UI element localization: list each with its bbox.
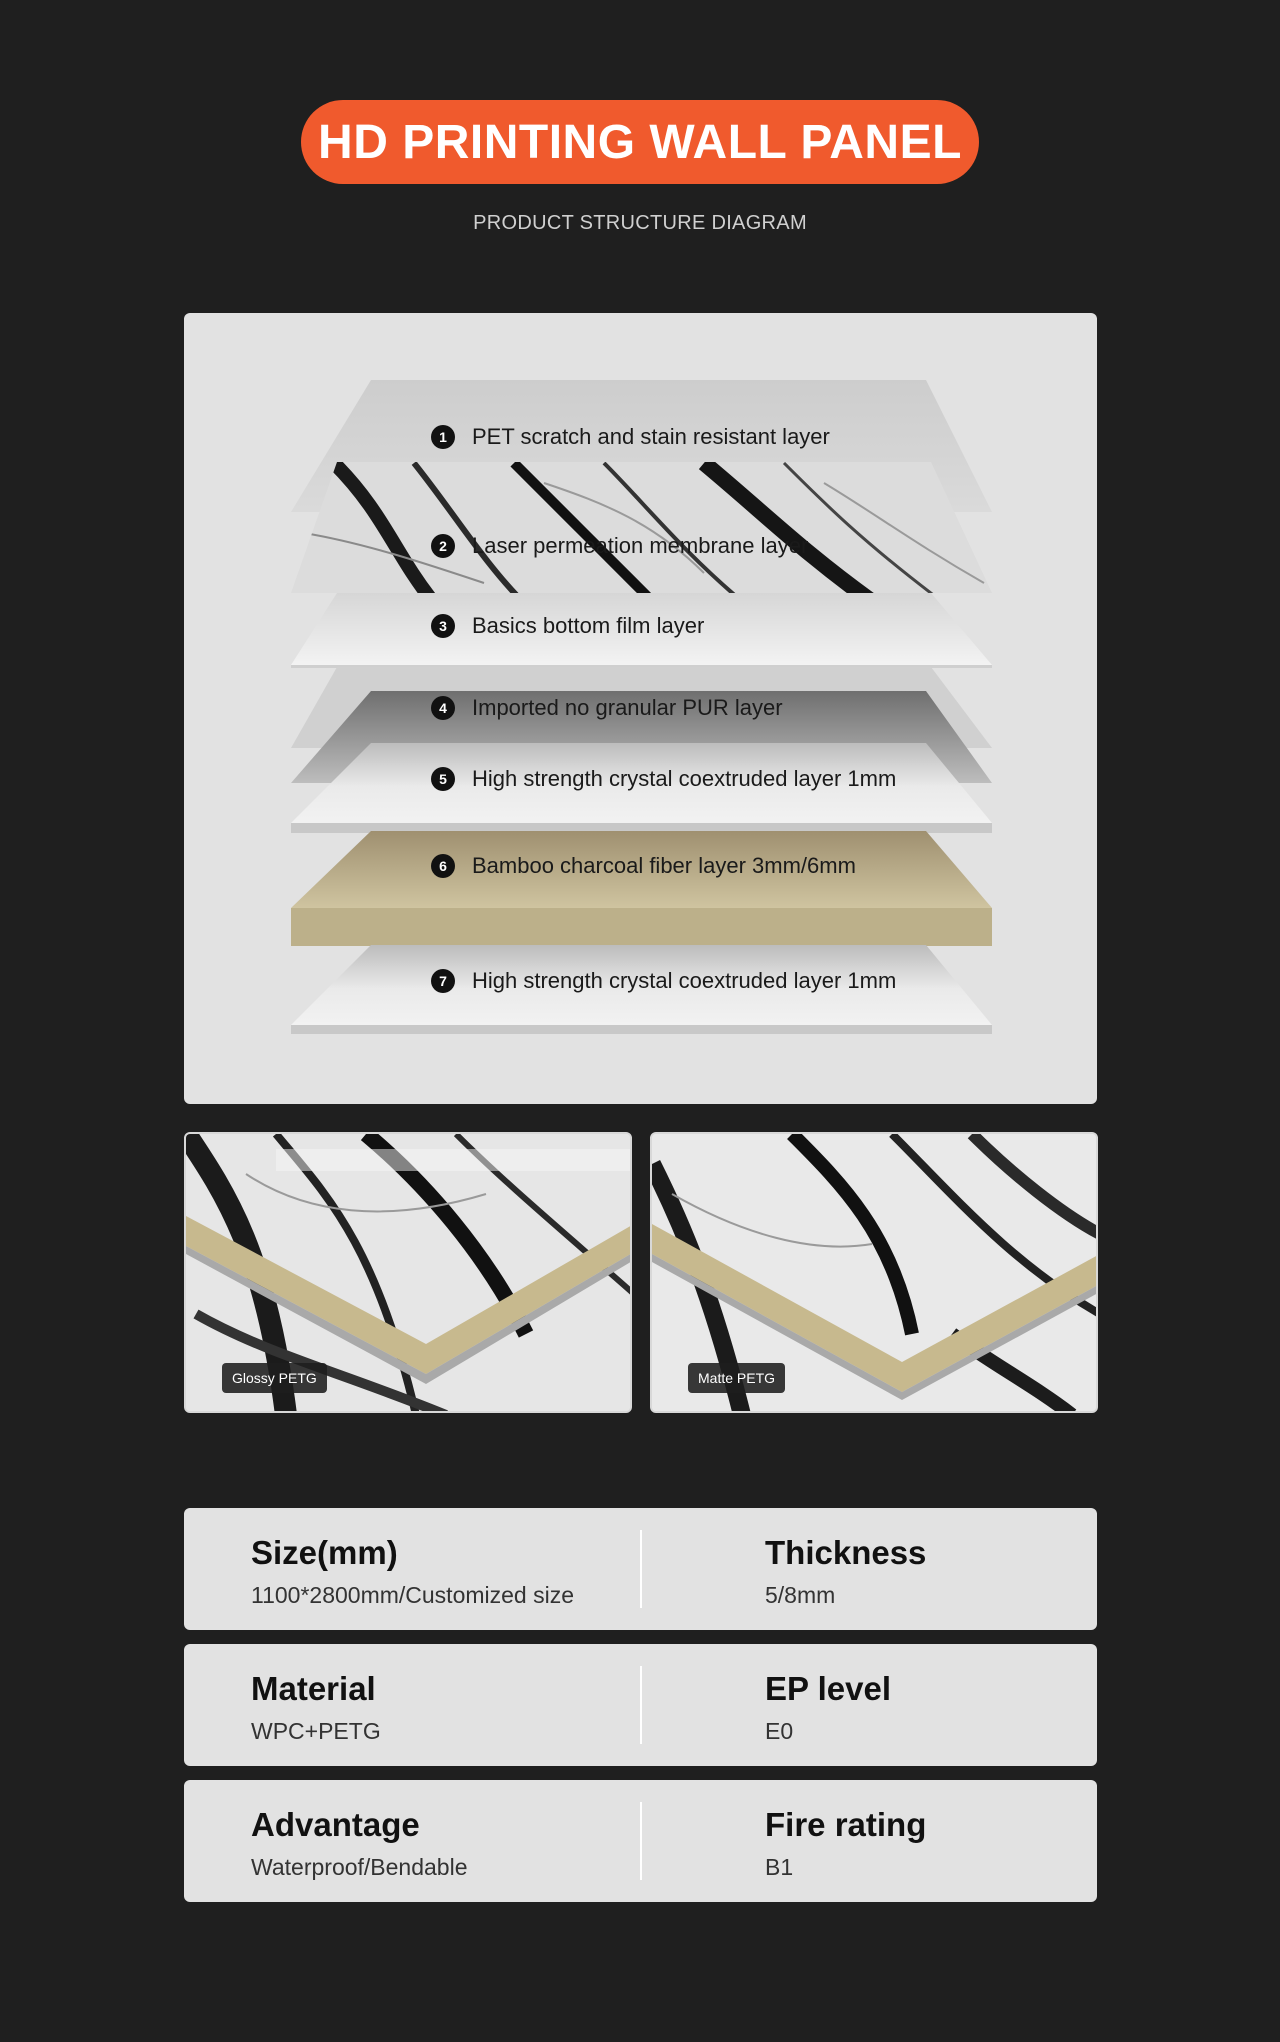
spec-value: E0 <box>765 1718 794 1744</box>
photo-tag: Glossy PETG <box>222 1363 327 1393</box>
matte-petg-photo <box>650 1132 1098 1413</box>
spec-divider <box>640 1666 642 1744</box>
layer-label-text: Laser permeation membrane layer <box>472 533 809 558</box>
page-subtitle: PRODUCT STRUCTURE DIAGRAM <box>473 212 807 234</box>
glossy-petg-photo <box>184 1132 632 1413</box>
layer-number-badge: 7 <box>431 969 455 993</box>
page-title <box>301 100 979 184</box>
layer-label-2 <box>431 533 808 559</box>
layer-number-badge: 5 <box>431 767 455 791</box>
structure-diagram <box>184 313 1097 1104</box>
layer-label-4 <box>431 695 783 721</box>
spec-label: Fire rating <box>765 1806 927 1843</box>
layer-label-text: Imported no granular PUR layer <box>472 695 783 720</box>
layer-label-text: Basics bottom film layer <box>472 613 705 638</box>
layer-label-text: High strength crystal coextruded layer 1mm <box>472 968 897 993</box>
spec-value: Waterproof/Bendable <box>251 1854 468 1880</box>
layer-label-5 <box>431 766 896 792</box>
layer-label-6 <box>431 853 856 879</box>
spec-value: B1 <box>765 1854 794 1880</box>
spec-label: Size(mm) <box>251 1534 398 1571</box>
layer-number-badge: 6 <box>431 854 455 878</box>
spec-row-advantage-fire <box>184 1780 1097 1902</box>
spec-label: Thickness <box>765 1534 927 1571</box>
spec-label: Advantage <box>251 1806 420 1843</box>
layer-number-badge: 2 <box>431 534 455 558</box>
layer-2-marble <box>284 453 1004 603</box>
spec-divider <box>640 1530 642 1608</box>
spec-row-material-ep <box>184 1644 1097 1766</box>
layer-number-badge: 3 <box>431 614 455 638</box>
layer-label-1 <box>431 424 830 450</box>
spec-value: 1100*2800mm/Customized size <box>251 1582 575 1608</box>
spec-divider <box>640 1802 642 1880</box>
spec-label: EP level <box>765 1670 891 1707</box>
spec-row-size-thickness <box>184 1508 1097 1630</box>
page-title-text: HD PRINTING WALL PANEL <box>318 115 962 169</box>
layer-number-badge: 4 <box>431 696 455 720</box>
layer-label-text: PET scratch and stain resistant layer <box>472 424 830 449</box>
layer-label-3 <box>431 613 704 639</box>
layer-label-7 <box>431 968 896 994</box>
spec-label: Material <box>251 1670 376 1707</box>
layer-label-text: Bamboo charcoal fiber layer 3mm/6mm <box>472 853 856 878</box>
layer-label-text: High strength crystal coextruded layer 1mm <box>472 766 897 791</box>
layer-number-badge: 1 <box>431 425 455 449</box>
spec-value: WPC+PETG <box>251 1718 381 1744</box>
spec-value: 5/8mm <box>765 1582 836 1608</box>
photo-tag: Matte PETG <box>688 1363 785 1393</box>
